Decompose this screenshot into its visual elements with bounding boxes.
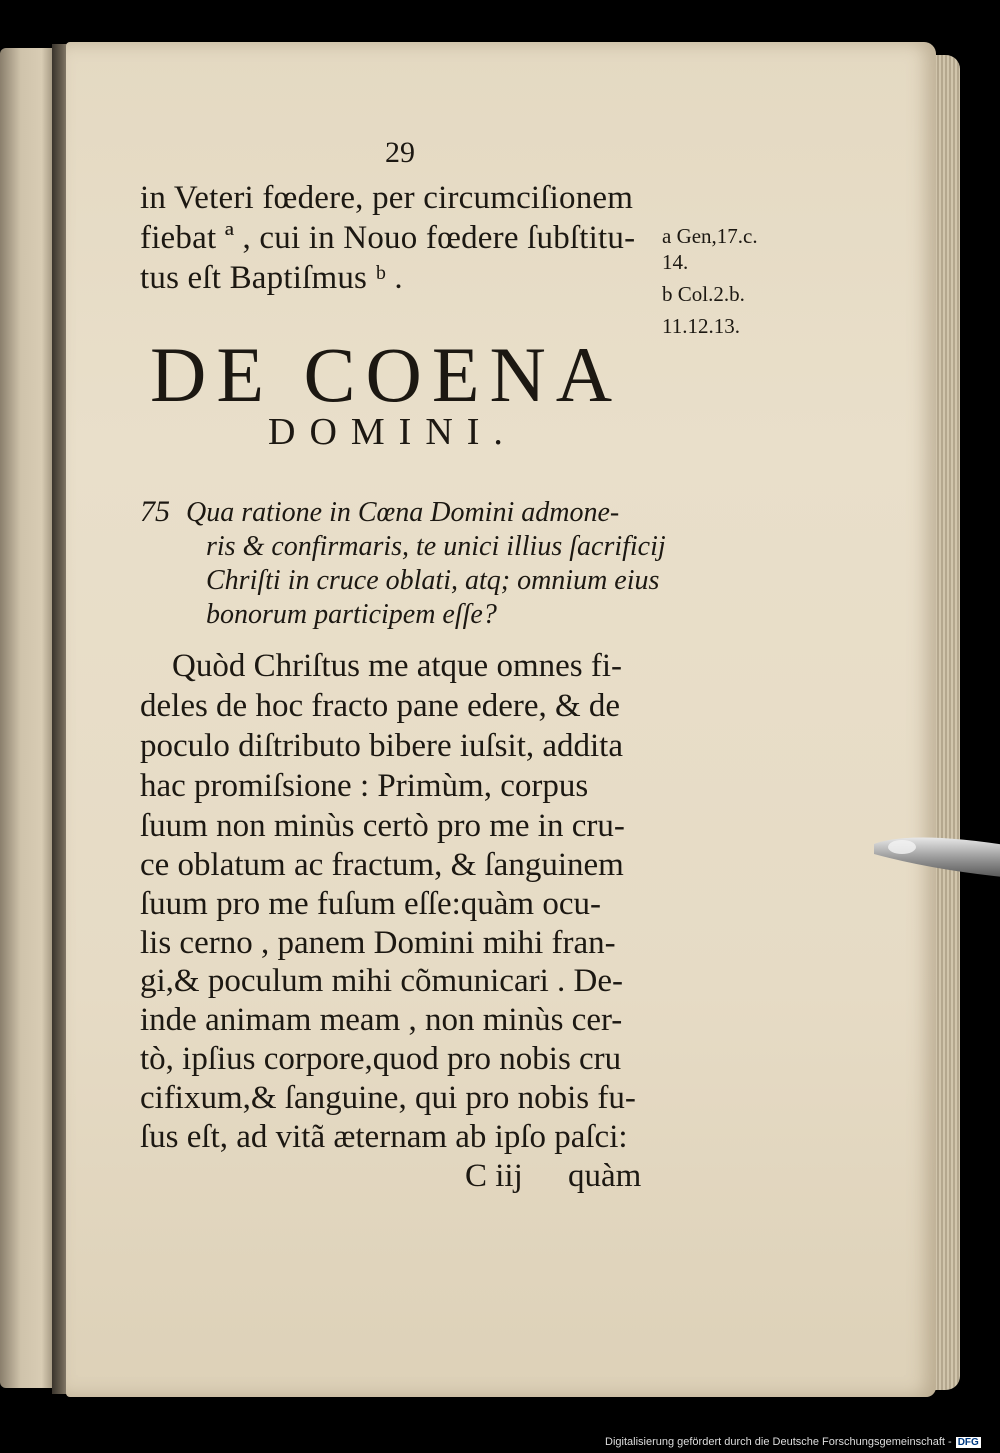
left-page-edge [0,48,52,1388]
answer-line-13: ſus eſt, ad vitã æternam ab ipſo paſci: [140,1119,628,1155]
answer-line-1: Quòd Chriſtus me atque omnes fi- [172,648,623,684]
answer-line-8: lis cerno , panem Domini mihi fran- [140,925,616,961]
answer-line-6: ce oblatum ac fractum, & ſanguinem [140,847,624,883]
margin-note-3: b Col.2.b. [662,282,745,306]
answer-line-3: poculo diſtributo bibere iuſsit, addita [140,728,623,764]
question-line-2: ris & confirmaris, te unici illius ſacrificij [206,531,666,562]
section-subheading: DOMINI. [268,411,517,453]
page-number: 29 [385,136,415,169]
top-line-1: in Veteri fœdere, per circumciſionem [140,180,634,216]
signature-mark: C iij [465,1158,523,1194]
answer-line-9: gi,& poculum mihi cõmunicari . De- [140,963,623,999]
margin-note-4: 11.12.13. [662,314,740,338]
margin-note-2: 14. [662,250,689,274]
question-number: 75 [140,495,170,528]
answer-line-5: ſuum non minùs certò pro me in cru- [140,808,625,844]
top-line-3: tus eſt Baptiſmus ᵇ . [140,260,403,296]
answer-line-10: inde animam meam , non minùs cer- [140,1002,623,1038]
top-line-2: fiebat ª , cui in Nouo fœdere ſubſtitu- [140,220,636,256]
question-line-1: Qua ratione in Cœna Domini admone- [186,497,620,528]
question-line-4: bonorum participem eſſe? [206,599,497,630]
section-heading: DE COENA [150,331,623,418]
answer-line-4: hac promiſsione : Primùm, corpus [140,768,589,804]
footer-credit [605,1436,981,1448]
answer-line-7: ſuum pro me fuſum eſſe:quàm ocu- [140,886,601,922]
question-line-3: Chriſti in cruce oblati, atq; omnium eius [206,565,660,596]
answer-line-2: deles de hoc fracto pane edere, & de [140,688,621,724]
answer-line-12: cifixum,& ſanguine, qui pro nobis fu- [140,1080,636,1116]
catchword: quàm [568,1158,642,1194]
margin-note-1: a Gen,17.c. [662,224,758,248]
answer-line-11: tò, ipſius corpore,quod pro nobis cru [140,1041,622,1077]
pointer-stylus-icon [872,826,1000,886]
dfg-logo: DFG [957,1437,979,1448]
footer-text: Digitalisierung gefördert durch die Deutsche Forschungsgemeinschaft - [605,1436,952,1448]
